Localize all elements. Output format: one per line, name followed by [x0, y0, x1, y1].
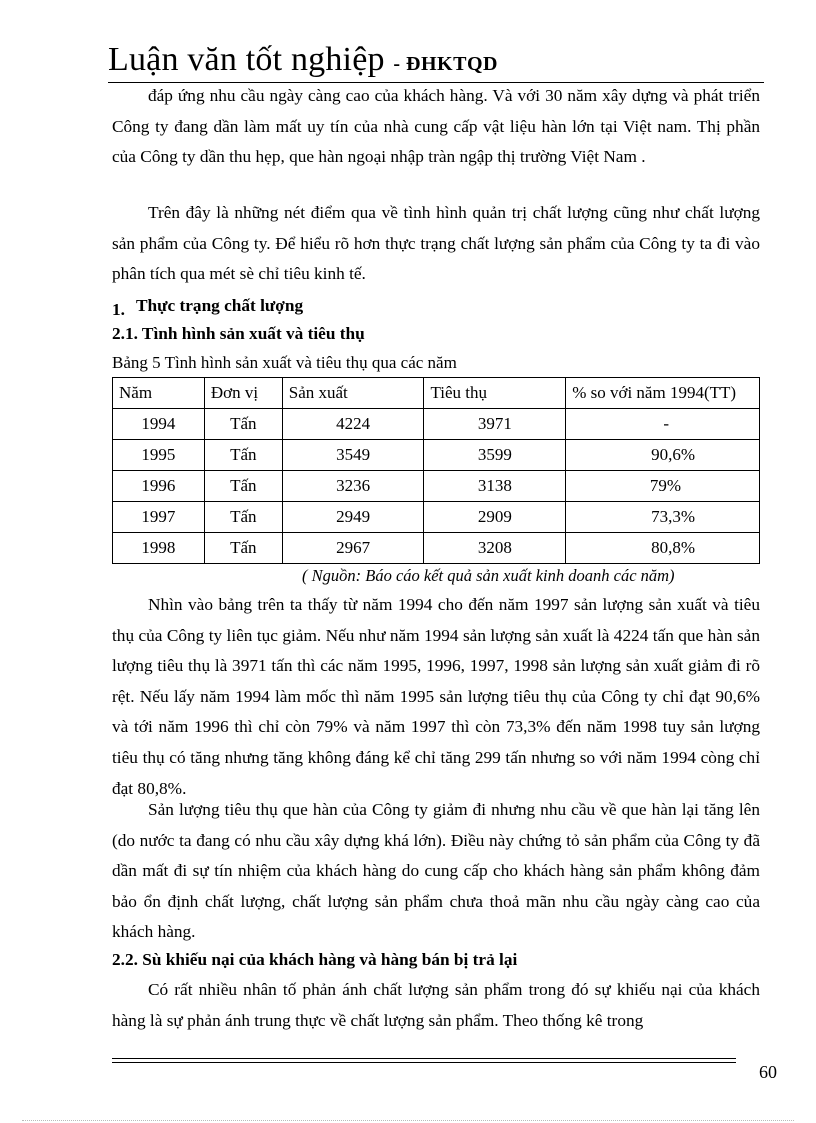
- cell-percent: 73,3%: [566, 502, 760, 533]
- table-row: [113, 471, 760, 502]
- thesis-title: Luận văn tốt nghiệp: [108, 41, 385, 78]
- header-consumption: Tiêu thụ: [424, 378, 566, 409]
- cell-year: 1995: [113, 440, 205, 471]
- footer-rule-bottom: [112, 1062, 736, 1063]
- page-edge-divider: [22, 1120, 794, 1121]
- table-row: [113, 409, 760, 440]
- cell-percent: -: [566, 409, 760, 440]
- document-title: [108, 38, 498, 86]
- header-unit: Đơn vị: [204, 378, 282, 409]
- cell-unit: Tấn: [204, 533, 282, 564]
- header-production: Sản xuất: [282, 378, 424, 409]
- table-row: [113, 440, 760, 471]
- paragraph-demand: Sản lượng tiêu thụ que hàn của Công ty giảm đi nhưng nhu cầu về que hàn lại tăng lên (do nước ta đang có nhu cầu xây dựng khá lớn). Điều này chứng tỏ sản phẩm của Công ty đã dần mất đi sự tín nhiệm của khách hàng do cung cấp cho khách hàng sản phẩm không đảm bảo ổn định chất lượng, chất lượng sản phẩm chưa thoả mãn nhu cầu ngày càng cao của khách hàng.: [112, 800, 760, 942]
- heading-number: 1.: [112, 300, 125, 319]
- heading-text: Thực trạng chất lượng: [136, 296, 304, 315]
- cell-year: 1997: [113, 502, 205, 533]
- table-caption: Bảng 5 Tình hình sản xuất và tiêu thụ qua các năm: [112, 353, 457, 372]
- cell-production: 4224: [282, 409, 424, 440]
- table-row: [113, 533, 760, 564]
- cell-production: 2949: [282, 502, 424, 533]
- cell-unit: Tấn: [204, 471, 282, 502]
- cell-percent: 80,8%: [566, 533, 760, 564]
- cell-consumption: 3208: [424, 533, 566, 564]
- table-header-row: [113, 378, 760, 409]
- page-number: 60: [759, 1062, 777, 1082]
- cell-unit: Tấn: [204, 409, 282, 440]
- paragraph-overview: Trên đây là những nét điểm qua về tình hình quản trị chất lượng cũng như chất lượng sản phẩm của Công ty. Để hiểu rõ hơn thực trạng chất lượng sản phẩm của Công ty ta đi vào phân tích qua mét sè chỉ tiêu kinh tế.: [112, 203, 760, 284]
- paragraph-intro: đáp ứng nhu cầu ngày càng cao của khách hàng. Và với 30 năm xây dựng và phát triển Công ty đang dần làm mất uy tín của nhà cung cấp vật liệu hàn lớn tại Việt nam. Thị phần của Công ty dần thu hẹp, que hàn ngoại nhập tràn ngập thị trường Việt Nam .: [112, 86, 760, 167]
- paragraph-analysis: Nhìn vào bảng trên ta thấy từ năm 1994 cho đến năm 1997 sản lượng sản xuất và tiêu thụ của Công ty liên tục giảm. Nếu như năm 1994 sản lượng sản xuất là 4224 tấn que hàn sản lượng tiêu thụ là 3971 tấn thì các năm 1995, 1996, 1997, 1998 sản lượng sản xuất giảm đi rõ rệt. Nếu lấy năm 1994 làm mốc thì năm 1995 sản lượng tiêu thụ của Công ty chỉ đạt 90,6% và tới năm 1996 thì chỉ còn 79% và năm 1997 thì còn 73,3% đến năm 1998 tuy sản lượng tiêu thụ có tăng nhưng tăng không đáng kể chỉ tăng 299 tấn nhưng so với năm 1994 còng chỉ đạt 80,8%.: [112, 595, 760, 798]
- university-abbr: - ĐHKTQD: [393, 53, 498, 75]
- cell-unit: Tấn: [204, 502, 282, 533]
- cell-production: 3236: [282, 471, 424, 502]
- header-percent: % so với năm 1994(TT): [566, 378, 760, 409]
- production-table: [112, 377, 760, 564]
- heading-section-2-2: 2.2. Sù khiếu nại của khách hàng và hàng bán bị trả lại: [112, 950, 518, 969]
- cell-production: 2967: [282, 533, 424, 564]
- cell-percent: 90,6%: [566, 440, 760, 471]
- cell-consumption: 3599: [424, 440, 566, 471]
- page-header: [108, 38, 764, 83]
- cell-consumption: 2909: [424, 502, 566, 533]
- cell-production: 3549: [282, 440, 424, 471]
- paragraph-complaints: Có rất nhiều nhân tố phản ánh chất lượng sản phẩm trong đó sự khiếu nại của khách hàng là sự phản ánh trung thực về chất lượng sản phẩm. Theo thống kê trong: [112, 980, 760, 1030]
- header-year: Năm: [113, 378, 205, 409]
- heading-section-2-1: 2.1. Tình hình sản xuất và tiêu thụ: [112, 324, 365, 343]
- cell-consumption: 3138: [424, 471, 566, 502]
- footer-rule-top: [112, 1058, 736, 1059]
- cell-unit: Tấn: [204, 440, 282, 471]
- cell-year: 1996: [113, 471, 205, 502]
- cell-percent: 79%: [566, 471, 760, 502]
- table-row: [113, 502, 760, 533]
- cell-consumption: 3971: [424, 409, 566, 440]
- table-source-note: ( Nguồn: Báo cáo kết quả sản xuất kinh doanh các năm): [302, 566, 675, 585]
- cell-year: 1998: [113, 533, 205, 564]
- cell-year: 1994: [113, 409, 205, 440]
- heading-section-1: [112, 294, 303, 322]
